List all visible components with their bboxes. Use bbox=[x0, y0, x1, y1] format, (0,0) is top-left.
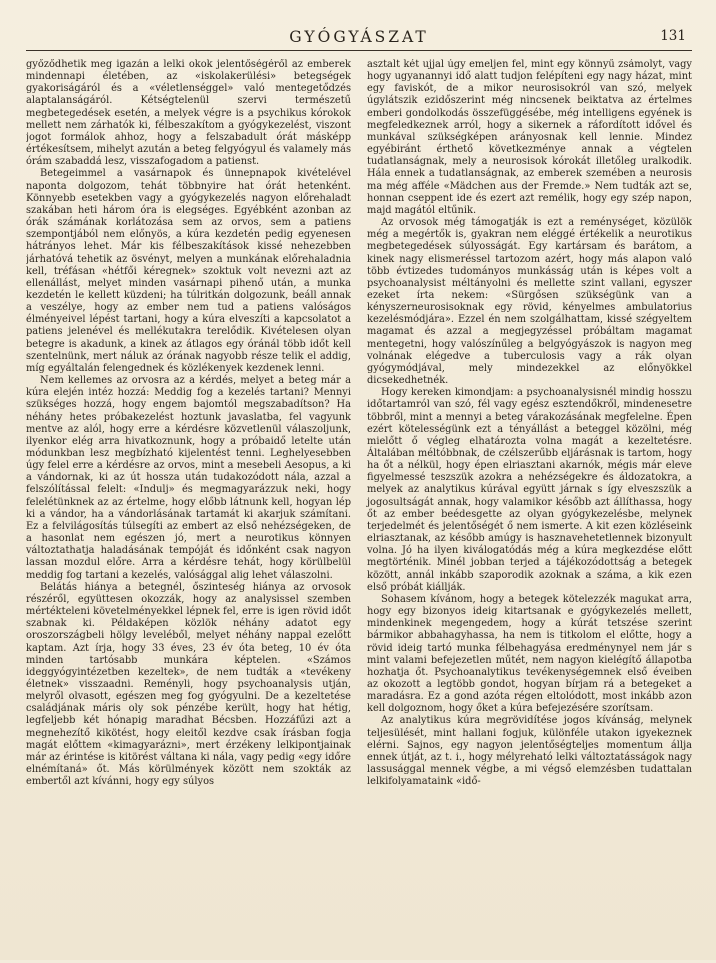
paragraph: Nem kellemes az orvosra az a kérdés, melyet a beteg már a kúra elején intéz hozzá: Meddig fog a kezelés tartani? Mennyi szükséges hozzá, hogy engem bajomtól megszabadítson? Ha néhány hetes próbakezelést hoztunk javaslatba, fel vagyunk mentve az alól, hogy erre a kérdésre közvetlenül válaszoljunk, ilyenkor elég arra hivatkoznunk, hogy a próbaidő letelte után módunkban lesz megbízható kijelentést tenni. Leghelyesebben úgy felel erre a kérdésre az orvos, mint a mesebeli Aesopus, a ki a vándornak, ki az út hossza után tudakozódott nála, azzal a felszólítással felelt: «Indulj» és megmagyarázzuk neki, hogy felelétünknek az az értelme, hogy előbb látnunk kell, hogyan lép ki a vándor, ha a vándorlásának tartamát ki akarjuk számítani. Ez a felvilágosítás túlsegíti az embert az első nehézségeken, de a hasonlat nem egészen jó, mert a neurotikus könnyen változtathatja haladásának tempóját és időnként csak nagyon lassan mozdul előre. Arra a kérdésre tehát, hogy körülbelül meddig fog tartani a kezelés, valósággal alig lehet válaszolni. bbox=[26, 375, 351, 581]
paragraph: asztalt két ujjal úgy emeljen fel, mint egy könnyű zsámolyt, vagy hogy ugyanannyi idő alatt tudjon felépíteni egy nagy házat, mint egy faviskót, de a mikor neurosisokról van szó, melyek úgylátszik ezidőszerint még nincsenek beiktatva az értelmes emberi gondolkodás összefüggésébe, még intelligens egyének is megfeledkeznek arról, hogy a sikernek a ráfordított idővel és munkával szükségképen arányosnak kell lennie. Mindez egyébiránt érthető következménye annak a végtelen tudatlanságnak, mely a neurosisok kórokát illetőleg uralkodik. Hála ennek a tudatlanságnak, az emberek szemében a neurosis ma még afféle «Mädchen aus der Fremde.» Nem tudták azt se, honnan cseppent ide és ezert azt remélik, hogy egy szép napon, majd magától eltűnik. bbox=[367, 59, 692, 216]
paragraph: Az orvosok még támogatják is ezt a reménységet, közülök még a megértők is, gyakran nem eléggé értékelik a neurotikus megbetegedések súlyosságát. Egy kartársam és barátom, a kinek nagy elismeréssel tartozom azért, hogy más alapon való több évtizedes tudományos munkásság után is képes volt a psychoanalysist méltányolni és mellette szint vallani, egyszer ezeket írta nekem: «Sürgősen szükségünk van a kényszerneurosisoknak egy rövid, kényelmes ambulatorius kezelésmódjára». Ezzel én nem szolgálhattam, kissé szégyeltem magamat és azzal a megjegyzéssel próbáltam magamat mentegetni, hogy valószínűleg a belgyógyászok is nagyon meg volnának elégedve a tuberculosis vagy a rák olyan gyógymódjával, mely mindezekkel az előnyökkel dicsekedhetnék. bbox=[367, 217, 692, 387]
page-number: 131 bbox=[660, 28, 686, 44]
running-header bbox=[26, 28, 692, 51]
text-columns bbox=[26, 59, 692, 963]
left-column bbox=[26, 59, 351, 963]
paragraph: Betegeimmel a vasárnapok és ünnepnapok kivételével naponta dolgozom, tehát többnyire hat órát hetenként. Könnyebb esetekben vagy a gyógykezelés nagyon előrehaladt szakában heti három óra is elegséges. Egyébként azonban az órák számának korlátozása sem az orvos, sem a patiens szempontjából nem előnyös, a kúra kezdetén pedig egyenesen hátrányos lehet. Már kis félbeszakítások kissé nehezebben járhatóvá tehetik az ösvényt, melyen a munkának előrehaladnia kell, tréfásan «hétfői kéregnek» szoktuk volt nevezni azt az ellenállást, melyet minden vasárnapi pihenő után, a munka kezdetén le kellett küzdeni; ha túlritkán dolgozunk, beáll annak a veszélye, hogy az ember nem tud a patiens valóságos élményeivel lépést tartani, hogy a kúra elveszíti a kapcsolatot a patiens jelenével és mellékutakra terelődik. Kivételesen olyan betegre is akadunk, a kinek az átlagos egy óránál több időt kell szentelnünk, mert náluk az órának nagyobb része telik el addig, míg egyáltalán felengednek és közlékenyek kezdenek lenni. bbox=[26, 168, 351, 374]
right-column bbox=[367, 59, 692, 963]
paragraph: Az analytikus kúra megrövidítése jogos kívánság, melynek teljesülését, mint hallani fogjuk, különféle utakon igyekeznek elérni. Sajnos, egy nagyon jelentőségteljes momentum állja ennek útját, az t. i., hogy mélyreható lelki változtatásságok nagy lassusággal mennek végbe, a mi végső elemzésben tudattalan lelkifolyamataink «idő- bbox=[367, 715, 692, 788]
paragraph: győződhetik meg igazán a lelki okok jelentőségéről az emberek mindennapi életében, az «iskolakerülési» betegségek gyakoriságáról és a «véletlenséggel» való mentegetődzés alaptalanságáról. Kétségtelenül szervi természetű megbetegedések esetén, a melyek végre is a psychikus kórokok mellett nem zárhatók ki, félbeszakítom a gyógykezelést, viszont jogot formálok ahhoz, hogy a felszabadult órát másképp értékesítsem, mihelyt azután a beteg felgyógyul és valamely más órám szabaddá lesz, visszafogadom a patienst. bbox=[26, 59, 351, 168]
paragraph: Belátás hiánya a betegnél, őszinteség hiánya az orvosok részéről, együttesen okozzák, hogy az analysissel szemben mértékteleni követelményekkel lépnek fel, erre is igen rövid időt szabnak ki. Példaképen közlök néhány adatot egy oroszországbeli hölgy leveléből, melyet néhány nappal ezelőtt kaptam. Azt írja, hogy 33 éves, 23 év óta beteg, 10 év óta minden tartósabb munkára képtelen. «Számos ideggyógyintézetben kezeltek», de nem tudták a «tevékeny életnek» visszaadni. Reményli, hogy psychoanalysis utján, melyről olvasott, egészen meg fog gyógyulni. De a kezeltetése családjának máris oly sok pénzébe került, hogy hat hétig, legfeljebb két hónapig maradhat Bécsben. Hozzáfűzi azt a megnehezítő kikötést, hogy eleitől kezdve csak írásban fogja magát előttem «kimagyarázni», mert érzékeny lelkipontjainak már az érintése is kitörést váltana ki nála, vagy pedig «egy időre elnémítaná» őt. Más körülmények között nem szokták az embertől azt kívánni, hogy egy súlyos bbox=[26, 581, 351, 788]
journal-title: GYÓGYÁSZAT bbox=[289, 28, 429, 46]
paragraph: Sohasem kívánom, hogy a betegek kötelezzék magukat arra, hogy egy bizonyos ideig kitartsanak e gyógykezelés mellett, mindenkinek megengedem, hogy a kúrát tetszése szerint bármikor abbahagyhassa, ha nem is titkolom el előtte, hogy a rövid ideig tartó munka félbehagyása eredménynyel nem jár s mint valami befejezetlen műtét, nem nagyon kielégítő állapotba hozhatja őt. Psychoanalytikus tevékenységemnek első éveiben az okozott a legtöbb gondot, hogyan bírjam rá a betegeket a maradásra. Ez a gond azóta régen eltolódott, most inkább azon kell dolgoznom, hogy őket a kúra befejezésére szorítsam. bbox=[367, 593, 692, 715]
paragraph: Hogy kereken kimondjam: a psychoanalysisnél mindig hosszu időtartamról van szó, fél vagy egész esztendőkről, mindenesetre többről, mint a mennyi a beteg várakozásának megfelelne. Épen ezért kötelességünk ezt a tényállást a beteggel közölni, még mielőtt ő végleg elhatározta volna magát a kezeltetésre. Általában méltóbbnak, de czélszerűbb eljárásnak is tartom, hogy ha őt a nélkül, hogy épen elriasztani akarnók, mégis már eleve figyelmessé teszszük azokra a nehézségekre és áldozatokra, a melyek az analytikus kúrával együtt járnak s így elveszszük a jogosultságát annak, hogy valamikor később azt állíthassa, hogy őt az ember beédesgette az olyan gyógykezelésbe, melynek terjedelmét és jelentőségét ő nem ismerte. A kit ezen közléseink elriasztanak, az később amúgy is hasznavehetetlennek bizonyult volna. Jó ha ilyen kiválogatódás még a kúra megkezdése előtt megtörténik. Minél jobban terjed a tájékozódottság a betegek között, annál inkább szaporodik azoknak a száma, a kik ezen első próbát kiállják. bbox=[367, 387, 692, 593]
